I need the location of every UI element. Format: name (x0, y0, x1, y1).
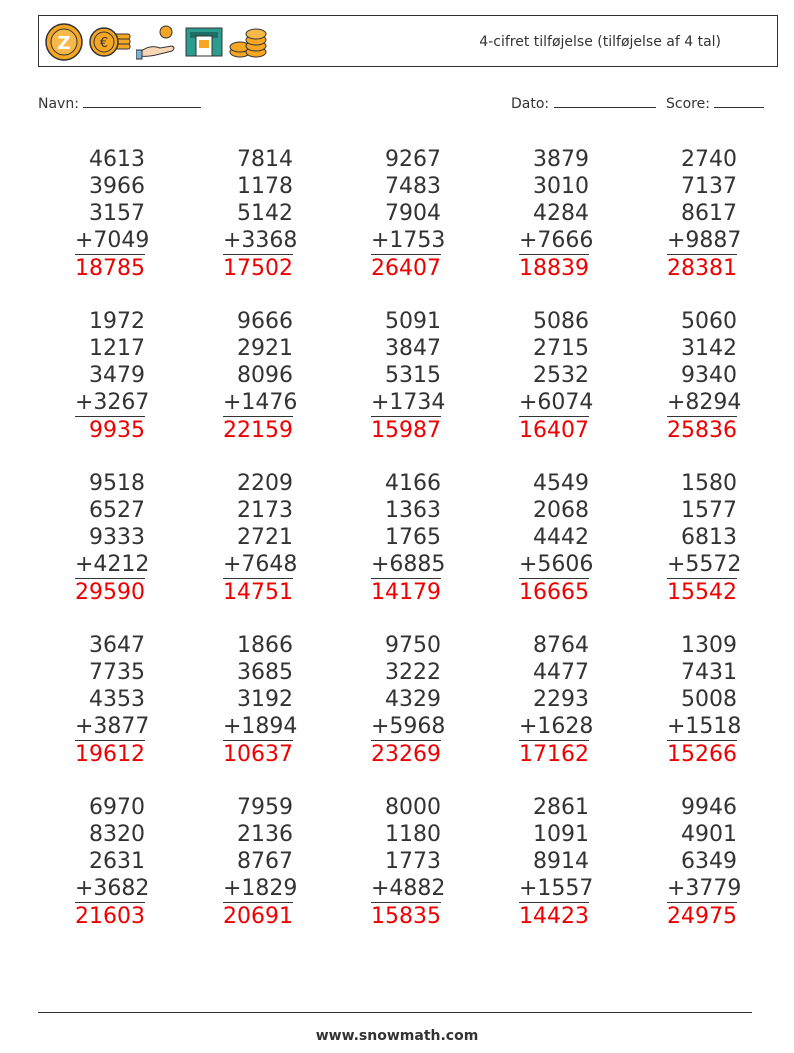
footer-rule (38, 1012, 752, 1013)
addition-problem (371, 794, 446, 930)
last-addend: +3779 (667, 876, 742, 901)
svg-text:€: € (99, 36, 109, 51)
answer: 14179 (371, 580, 441, 605)
addend: 3222 (385, 660, 441, 685)
addition-problem (223, 632, 298, 768)
addend: 6349 (681, 849, 737, 874)
addend: 1577 (681, 498, 737, 523)
addend: 9333 (89, 525, 145, 550)
addition-problem (519, 308, 594, 444)
answer: 15266 (667, 742, 737, 767)
last-addend: +3267 (75, 390, 150, 415)
addend: 2068 (533, 498, 589, 523)
addend: 9666 (237, 309, 293, 334)
addend: 5315 (385, 363, 441, 388)
addend: 5086 (533, 309, 589, 334)
addition-problem (667, 146, 742, 282)
answer: 10637 (223, 742, 293, 767)
addend: 5008 (681, 687, 737, 712)
svg-text:Z: Z (57, 33, 71, 54)
addend: 6813 (681, 525, 737, 550)
addition-problem (519, 470, 594, 606)
last-addend: +1753 (371, 228, 446, 253)
addition-problem (75, 632, 150, 768)
answer: 22159 (223, 418, 293, 443)
addend: 4284 (533, 201, 589, 226)
addend: 7959 (237, 795, 293, 820)
addend: 2532 (533, 363, 589, 388)
last-addend: +1734 (371, 390, 446, 415)
addend: 2721 (237, 525, 293, 550)
header-box (38, 15, 778, 67)
answer: 25836 (667, 418, 737, 443)
answer: 17502 (223, 256, 293, 281)
last-addend: +6885 (371, 552, 446, 577)
addend: 1580 (681, 471, 737, 496)
addend: 1178 (237, 174, 293, 199)
addend: 4442 (533, 525, 589, 550)
addend: 5142 (237, 201, 293, 226)
addition-problem (667, 632, 742, 768)
last-addend: +3877 (75, 714, 150, 739)
addend: 4329 (385, 687, 441, 712)
answer: 23269 (371, 742, 441, 767)
addend: 8764 (533, 633, 589, 658)
answer: 14423 (519, 904, 589, 929)
addition-problem (75, 470, 150, 606)
answer: 18839 (519, 256, 589, 281)
zcash-coin-icon (44, 22, 84, 62)
addend: 2631 (89, 849, 145, 874)
addend: 8617 (681, 201, 737, 226)
addend: 1363 (385, 498, 441, 523)
answer: 26407 (371, 256, 441, 281)
answer: 17162 (519, 742, 589, 767)
addend: 7904 (385, 201, 441, 226)
addition-problem (75, 794, 150, 930)
addend: 7431 (681, 660, 737, 685)
addend: 1217 (89, 336, 145, 361)
addend: 8767 (237, 849, 293, 874)
addend: 9267 (385, 147, 441, 172)
addition-problem (371, 470, 446, 606)
addend: 5091 (385, 309, 441, 334)
answer: 9935 (89, 418, 145, 443)
addition-problem (667, 308, 742, 444)
last-addend: +1557 (519, 876, 594, 901)
last-addend: +1894 (223, 714, 298, 739)
addend: 3010 (533, 174, 589, 199)
addend: 3966 (89, 174, 145, 199)
addition-problem (223, 794, 298, 930)
addend: 4166 (385, 471, 441, 496)
last-addend: +3682 (75, 876, 150, 901)
addend: 4901 (681, 822, 737, 847)
addend: 3685 (237, 660, 293, 685)
addend: 3479 (89, 363, 145, 388)
addition-problem (519, 632, 594, 768)
addend: 4549 (533, 471, 589, 496)
answer: 15987 (371, 418, 441, 443)
footer-site: www.snowmath.com (315, 1028, 479, 1044)
addend: 2136 (237, 822, 293, 847)
score-line[interactable] (714, 93, 764, 108)
addend: 2173 (237, 498, 293, 523)
addition-problem (371, 308, 446, 444)
name-line[interactable] (83, 93, 201, 108)
last-addend: +1829 (223, 876, 298, 901)
addend: 3142 (681, 336, 737, 361)
name-label: Navn: (38, 96, 79, 112)
name-field[interactable] (38, 93, 201, 112)
atm-cash-icon (184, 22, 224, 62)
addend: 1091 (533, 822, 589, 847)
last-addend: +6074 (519, 390, 594, 415)
answer: 29590 (75, 580, 145, 605)
header-icons (44, 22, 270, 62)
last-addend: +7049 (75, 228, 150, 253)
addend: 1765 (385, 525, 441, 550)
addition-problem (75, 146, 150, 282)
addition-problem (75, 308, 150, 444)
addend: 9340 (681, 363, 737, 388)
addend: 3192 (237, 687, 293, 712)
addend: 7814 (237, 147, 293, 172)
addend: 5060 (681, 309, 737, 334)
addend: 1773 (385, 849, 441, 874)
answer: 16407 (519, 418, 589, 443)
addend: 4353 (89, 687, 145, 712)
answer: 21603 (75, 904, 145, 929)
last-addend: +3368 (223, 228, 298, 253)
addend: 2921 (237, 336, 293, 361)
addend: 2861 (533, 795, 589, 820)
answer: 15835 (371, 904, 441, 929)
answer: 24975 (667, 904, 737, 929)
last-addend: +1476 (223, 390, 298, 415)
addend: 3157 (89, 201, 145, 226)
last-addend: +8294 (667, 390, 742, 415)
euro-coin-stack-icon (88, 22, 132, 62)
addition-problem (519, 794, 594, 930)
addition-problem (223, 308, 298, 444)
coin-stack-icon (228, 22, 270, 62)
addend: 8914 (533, 849, 589, 874)
answer: 28381 (667, 256, 737, 281)
answer: 19612 (75, 742, 145, 767)
score-label: Score: (666, 96, 710, 112)
date-label: Dato: (511, 96, 550, 112)
last-addend: +9887 (667, 228, 742, 253)
answer: 20691 (223, 904, 293, 929)
answer: 18785 (75, 256, 145, 281)
addend: 7483 (385, 174, 441, 199)
answer: 15542 (667, 580, 737, 605)
addend: 2715 (533, 336, 589, 361)
addition-problem (371, 146, 446, 282)
addition-problem (223, 146, 298, 282)
addend: 3879 (533, 147, 589, 172)
addend: 2293 (533, 687, 589, 712)
addend: 1180 (385, 822, 441, 847)
date-field[interactable] (511, 93, 656, 112)
addend: 8320 (89, 822, 145, 847)
addend: 4477 (533, 660, 589, 685)
last-addend: +7666 (519, 228, 594, 253)
addition-problem (667, 470, 742, 606)
date-line[interactable] (554, 93, 656, 108)
addend: 1972 (89, 309, 145, 334)
score-field[interactable] (666, 93, 764, 112)
addend: 7735 (89, 660, 145, 685)
worksheet-title: 4-cifret tilføjelse (tilføjelse af 4 tal) (479, 34, 721, 50)
addend: 7137 (681, 174, 737, 199)
answer: 14751 (223, 580, 293, 605)
last-addend: +4882 (371, 876, 446, 901)
addition-problem (371, 632, 446, 768)
addition-problem (667, 794, 742, 930)
addend: 2209 (237, 471, 293, 496)
addend: 9750 (385, 633, 441, 658)
last-addend: +1518 (667, 714, 742, 739)
addend: 3647 (89, 633, 145, 658)
addend: 4613 (89, 147, 145, 172)
last-addend: +5572 (667, 552, 742, 577)
addend: 9946 (681, 795, 737, 820)
hand-coin-icon (136, 22, 180, 62)
last-addend: +5606 (519, 552, 594, 577)
addend: 1309 (681, 633, 737, 658)
addend: 2740 (681, 147, 737, 172)
addend: 8096 (237, 363, 293, 388)
addend: 8000 (385, 795, 441, 820)
addition-problem (519, 146, 594, 282)
last-addend: +4212 (75, 552, 150, 577)
addend: 1866 (237, 633, 293, 658)
last-addend: +1628 (519, 714, 594, 739)
addend: 9518 (89, 471, 145, 496)
answer: 16665 (519, 580, 589, 605)
addend: 6527 (89, 498, 145, 523)
addition-problem (223, 470, 298, 606)
last-addend: +5968 (371, 714, 446, 739)
last-addend: +7648 (223, 552, 298, 577)
addend: 6970 (89, 795, 145, 820)
addend: 3847 (385, 336, 441, 361)
